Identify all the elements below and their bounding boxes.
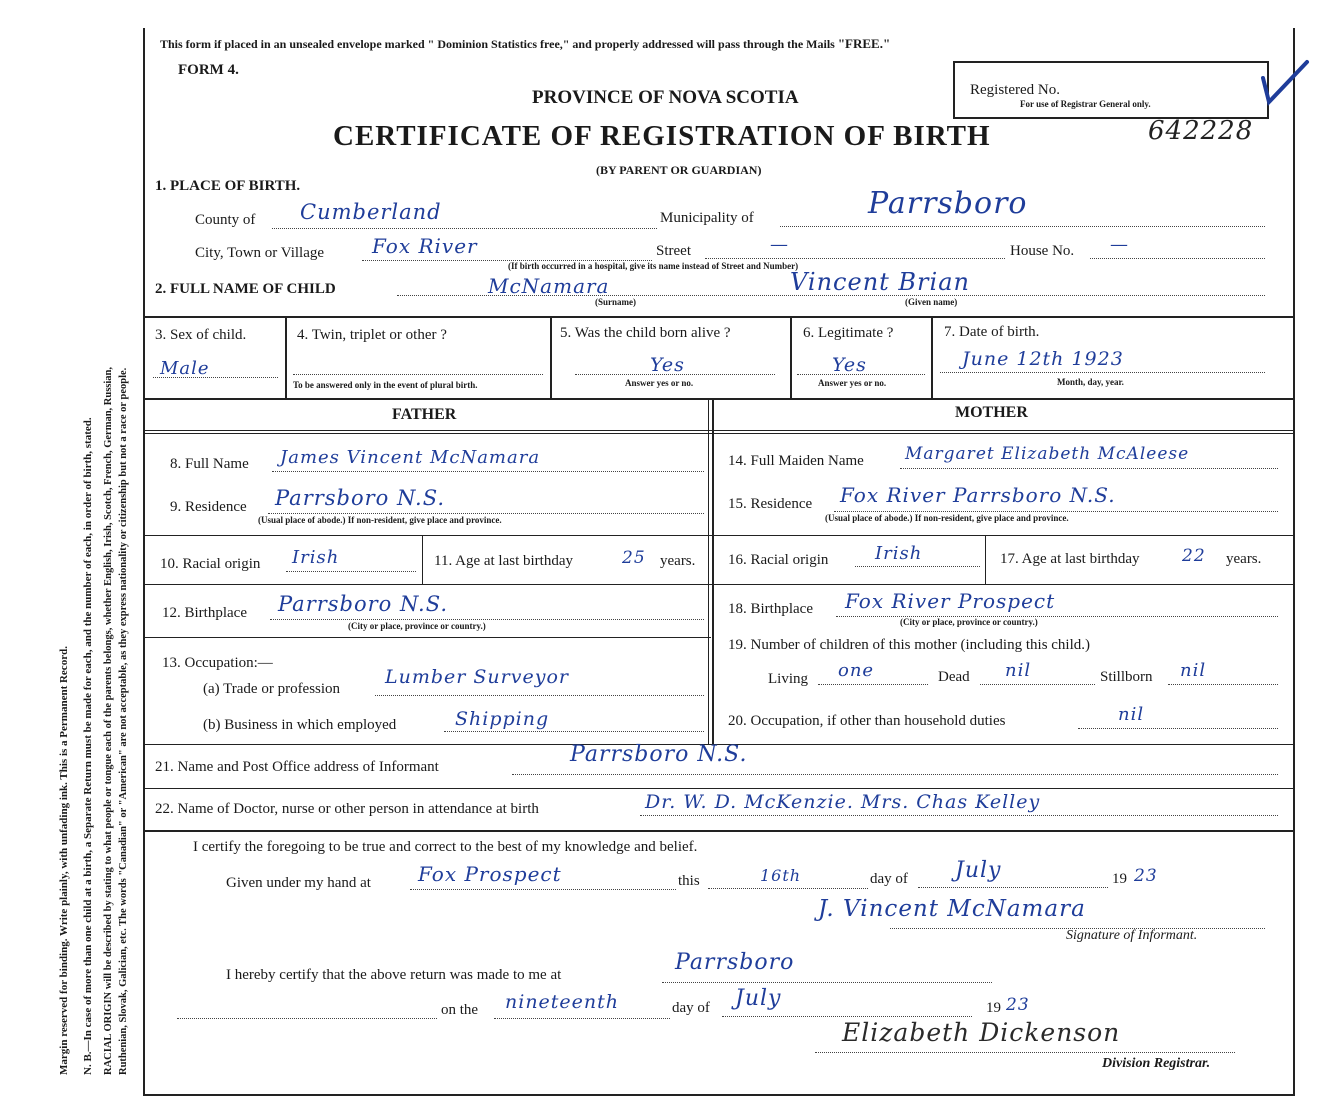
father-trade: Lumber Surveyor <box>385 666 569 688</box>
certify-line: I certify the foregoing to be true and correct to the best of my knowledge and belief. <box>193 839 698 855</box>
surname-caption: (Surname) <box>595 297 636 307</box>
registrar-line: I hereby certify that the above return was made to me at <box>226 967 562 983</box>
dob-value: June 12th 1923 <box>962 348 1124 370</box>
dayof-label: day of <box>870 871 908 887</box>
city-value: Fox River <box>372 234 478 258</box>
given-place: Fox Prospect <box>418 862 562 886</box>
attendant-value: Dr. W. D. McKenzie. Mrs. Chas Kelley <box>645 791 1041 813</box>
county-value: Cumberland <box>300 200 442 224</box>
alive-note: Answer yes or no. <box>625 378 694 388</box>
living-label: Living <box>768 671 808 687</box>
twin-note: To be answered only in the event of plural birth. <box>293 380 478 390</box>
mother-residence-note: (Usual place of abode.) If non-resident, give place and province. <box>825 513 1069 523</box>
father-trade-label: (a) Trade or profession <box>203 681 341 697</box>
father-birthplace-label: 12. Birthplace <box>162 605 247 621</box>
alive-value: Yes <box>650 354 685 376</box>
given-day: 16th <box>760 866 802 885</box>
stillborn-label: Stillborn <box>1100 669 1153 685</box>
municipality-label: Municipality of <box>660 210 754 226</box>
informant-address: Parrsboro N.S. <box>570 742 748 767</box>
registrar-signature: Elizabeth Dickenson <box>842 1018 1121 1047</box>
father-age-label: 11. Age at last birthday <box>434 553 573 569</box>
mother-age: 22 <box>1182 546 1206 566</box>
alive-label: 5. Was the child born alive ? <box>560 325 731 341</box>
hospital-note: (If birth occurred in a hospital, give its name instead of Street and Number) <box>508 261 799 271</box>
mother-name-label: 14. Full Maiden Name <box>728 453 864 469</box>
father-birthplace: Parrsboro N.S. <box>278 592 449 616</box>
mother-children-label: 19. Number of children of this mother (including this child.) <box>728 637 1091 653</box>
mother-residence-label: 15. Residence <box>728 496 813 512</box>
county-label: County of <box>195 212 256 228</box>
mother-birthplace-note: (City or place, province or country.) <box>900 617 1038 627</box>
father-business-label: (b) Business in which employed <box>203 717 397 733</box>
father-race-label: 10. Racial origin <box>160 556 261 572</box>
father-years-label: years. <box>660 553 696 569</box>
this-label: this <box>678 873 700 889</box>
street-value: — <box>770 234 789 255</box>
mother-birthplace: Fox River Prospect <box>845 589 1056 613</box>
child-name-heading: 2. FULL NAME OF CHILD <box>155 281 336 297</box>
nb-note: N. B.—In case of more than one child at a birth, a Separate Return must be made for each, and the number of each, in order of birth, stated. <box>82 417 94 1075</box>
mother-occupation-label: 20. Occupation, if other than household duties <box>728 713 1006 729</box>
racial-note-2: Ruthenian, Slovak, Galician, etc. The words "Canadian" or "American" are not acceptable, as they express nationality or citizenship but not a race or people. <box>118 367 129 1075</box>
province-heading: PROVINCE OF NOVA SCOTIA <box>532 87 799 108</box>
registrar-signature-caption: Division Registrar. <box>1102 1056 1211 1071</box>
registrar-place: Parrsboro <box>675 950 795 975</box>
racial-note-1: RACIAL ORIGIN will be described by stating to what people or tongue each of the parents belongs, whether English, Irish, Scotch, French, German, Russian, <box>103 366 114 1075</box>
twin-label: 4. Twin, triplet or other ? <box>297 327 447 343</box>
child-given-name: Vincent Brian <box>790 268 970 296</box>
mother-occupation: nil <box>1118 704 1145 725</box>
registrar-day: nineteenth <box>505 991 620 1013</box>
dead-label: Dead <box>938 669 970 685</box>
father-residence: Parrsboro N.S. <box>275 486 446 510</box>
registered-note: For use of Registrar General only. <box>1020 99 1151 109</box>
margin-note: Margin reserved for binding. Write plainly, with unfading ink. This is a Permanent Record. <box>58 646 70 1075</box>
mother-race-label: 16. Racial origin <box>728 552 829 568</box>
legitimate-label: 6. Legitimate ? <box>803 325 894 341</box>
father-residence-note: (Usual place of abode.) If non-resident, give place and province. <box>258 515 502 525</box>
informant-signature-caption: Signature of Informant. <box>1066 928 1198 943</box>
registrar-year: 23 <box>1006 995 1030 1015</box>
mother-years-label: years. <box>1226 551 1262 567</box>
mother-heading: MOTHER <box>955 404 1028 421</box>
informant-label: 21. Name and Post Office address of Informant <box>155 759 439 775</box>
sex-label: 3. Sex of child. <box>155 327 247 343</box>
mother-birthplace-label: 18. Birthplace <box>728 601 813 617</box>
father-residence-label: 9. Residence <box>170 499 247 515</box>
informant-signature: J. Vincent McNamara <box>818 896 1086 922</box>
house-value: — <box>1110 234 1129 255</box>
stillborn-value: nil <box>1180 660 1207 681</box>
house-label: House No. <box>1010 243 1075 259</box>
father-heading: FATHER <box>392 406 457 423</box>
mother-residence: Fox River Parrsboro N.S. <box>840 483 1116 507</box>
registrar-dayof-label: day of <box>672 1000 710 1016</box>
page-title: CERTIFICATE OF REGISTRATION OF BIRTH <box>333 120 991 152</box>
father-race: Irish <box>292 547 340 568</box>
dead-value: nil <box>1005 660 1032 681</box>
father-birthplace-note: (City or place, province or country.) <box>348 621 486 631</box>
mother-name: Margaret Elizabeth McAleese <box>905 444 1190 464</box>
year-prefix: 19 <box>1112 871 1127 887</box>
check-mark-icon <box>1255 58 1315 108</box>
father-name: James Vincent McNamara <box>280 447 541 468</box>
registered-number: 642228 <box>1148 116 1254 146</box>
given-under-label: Given under my hand at <box>226 875 371 891</box>
given-month: July <box>955 858 1002 883</box>
registrar-year-prefix: 19 <box>986 1000 1001 1016</box>
father-occupation-label: 13. Occupation:— <box>162 655 273 671</box>
municipality-value: Parrsboro <box>868 186 1028 221</box>
given-caption: (Given name) <box>905 297 958 307</box>
registered-label: Registered No. <box>970 82 1060 98</box>
child-surname: McNamara <box>488 274 610 298</box>
street-label: Street <box>656 243 691 259</box>
mother-age-label: 17. Age at last birthday <box>1000 551 1140 567</box>
page-subtitle: (BY PARENT OR GUARDIAN) <box>596 163 762 177</box>
given-year: 23 <box>1134 866 1158 886</box>
on-the-label: on the <box>441 1002 479 1018</box>
mail-notice: This form if placed in an unsealed envelope marked " Dominion Statistics free," and properly addressed will pass through the Mails "FREE." <box>160 36 891 51</box>
place-of-birth-heading: 1. PLACE OF BIRTH. <box>155 178 301 194</box>
attendant-label: 22. Name of Doctor, nurse or other person in attendance at birth <box>155 801 539 817</box>
registrar-month: July <box>735 986 782 1011</box>
living-value: one <box>838 660 875 681</box>
sex-value: Male <box>160 358 210 379</box>
dob-label: 7. Date of birth. <box>944 324 1040 340</box>
legitimate-value: Yes <box>832 354 867 376</box>
father-name-label: 8. Full Name <box>170 456 249 472</box>
father-age: 25 <box>622 548 646 568</box>
city-label: City, Town or Village <box>195 245 325 261</box>
legitimate-note: Answer yes or no. <box>818 378 887 388</box>
father-business: Shipping <box>455 708 550 730</box>
form-number: FORM 4. <box>178 62 239 78</box>
dob-note: Month, day, year. <box>1057 377 1124 387</box>
mother-race: Irish <box>875 543 923 564</box>
